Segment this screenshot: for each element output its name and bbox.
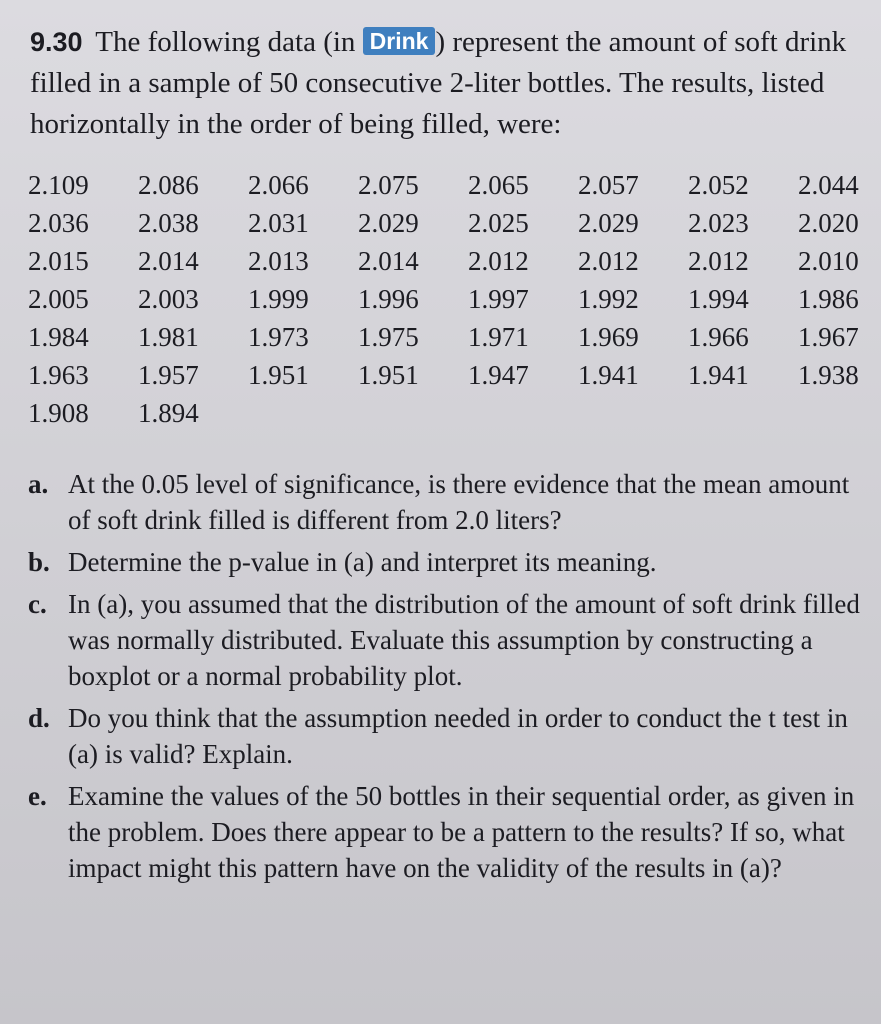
question-letter: c. xyxy=(28,589,47,619)
data-value: 2.010 xyxy=(798,246,859,276)
problem-statement xyxy=(30,22,865,145)
data-row xyxy=(28,394,881,432)
data-value: 2.066 xyxy=(248,170,309,200)
data-value: 1.951 xyxy=(248,360,309,390)
data-value: 2.052 xyxy=(688,170,749,200)
question-text: At the 0.05 level of significance, is there evidence that the mean amount of soft drink filled is different from 2.0 liters? xyxy=(68,469,850,535)
data-value: 2.020 xyxy=(798,208,859,238)
data-value: 1.973 xyxy=(248,322,309,352)
data-value: 1.999 xyxy=(248,284,309,314)
data-row xyxy=(28,204,881,242)
data-value: 2.005 xyxy=(28,284,89,314)
data-value: 1.994 xyxy=(688,284,749,314)
data-value: 2.012 xyxy=(468,246,529,276)
data-value: 2.003 xyxy=(138,284,199,314)
question-text: Do you think that the assumption needed in order to conduct the t test in (a) is valid? Explain. xyxy=(68,703,848,769)
question-letter: a. xyxy=(28,469,49,499)
data-value: 2.065 xyxy=(468,170,529,200)
question-text: Determine the p-value in (a) and interpret its meaning. xyxy=(68,547,657,577)
data-value: 1.992 xyxy=(578,284,639,314)
data-value: 1.951 xyxy=(358,360,419,390)
data-value: 1.969 xyxy=(578,322,639,352)
data-value: 1.963 xyxy=(28,360,89,390)
data-value: 2.038 xyxy=(138,208,199,238)
question-letter: b. xyxy=(28,547,50,577)
data-value: 1.981 xyxy=(138,322,199,352)
data-value: 1.967 xyxy=(798,322,859,352)
question-list xyxy=(28,466,868,892)
data-value: 1.996 xyxy=(358,284,419,314)
question-text: Examine the values of the 50 bottles in their sequential order, as given in the problem. Does there appear to be a pattern to the results? If so, what impact might this pattern have on the validity of the results in (a)? xyxy=(68,781,855,883)
data-value: 2.012 xyxy=(688,246,749,276)
data-row xyxy=(28,280,881,318)
data-value: 2.014 xyxy=(138,246,199,276)
data-value: 2.012 xyxy=(578,246,639,276)
data-value: 2.086 xyxy=(138,170,199,200)
question-item xyxy=(28,586,868,694)
data-value: 2.014 xyxy=(358,246,419,276)
data-value: 1.908 xyxy=(28,398,89,428)
question-item xyxy=(28,544,868,580)
data-value: 1.941 xyxy=(578,360,639,390)
data-value: 2.031 xyxy=(248,208,309,238)
problem-text-before-badge: The following data (in xyxy=(95,26,356,58)
problem-number: 9.30 xyxy=(30,27,83,57)
data-row xyxy=(28,242,881,280)
data-value: 1.894 xyxy=(138,398,199,428)
data-value: 2.075 xyxy=(358,170,419,200)
data-value: 1.984 xyxy=(28,322,89,352)
data-value: 1.938 xyxy=(798,360,859,390)
problem-text-after-badge: ) represent the amount of soft drink filled in a sample of 50 consecutive 2-liter bottles. The results, listed horizontally in the order of being filled, were: xyxy=(30,26,847,140)
data-value: 2.044 xyxy=(798,170,859,200)
question-text: In (a), you assumed that the distribution of the amount of soft drink filled was normally distributed. Evaluate this assumption by constructing a boxplot or a normal probability plot. xyxy=(68,589,860,691)
data-row xyxy=(28,356,881,394)
data-value: 2.029 xyxy=(578,208,639,238)
data-values-table xyxy=(28,166,881,432)
data-value: 2.029 xyxy=(358,208,419,238)
question-item xyxy=(28,700,868,772)
data-row xyxy=(28,166,881,204)
data-row xyxy=(28,318,881,356)
data-value: 1.971 xyxy=(468,322,529,352)
data-value: 1.986 xyxy=(798,284,859,314)
data-value: 2.023 xyxy=(688,208,749,238)
question-letter: d. xyxy=(28,703,50,733)
data-value: 2.036 xyxy=(28,208,89,238)
data-value: 2.015 xyxy=(28,246,89,276)
question-item xyxy=(28,778,868,886)
question-letter: e. xyxy=(28,781,47,811)
dataset-badge-drink: Drink xyxy=(363,27,436,55)
question-item xyxy=(28,466,868,538)
data-value: 2.013 xyxy=(248,246,309,276)
data-value: 1.997 xyxy=(468,284,529,314)
data-value: 1.975 xyxy=(358,322,419,352)
data-value: 1.957 xyxy=(138,360,199,390)
data-value: 1.966 xyxy=(688,322,749,352)
data-value: 2.025 xyxy=(468,208,529,238)
data-value: 2.109 xyxy=(28,170,89,200)
data-value: 2.057 xyxy=(578,170,639,200)
data-value: 1.947 xyxy=(468,360,529,390)
data-value: 1.941 xyxy=(688,360,749,390)
